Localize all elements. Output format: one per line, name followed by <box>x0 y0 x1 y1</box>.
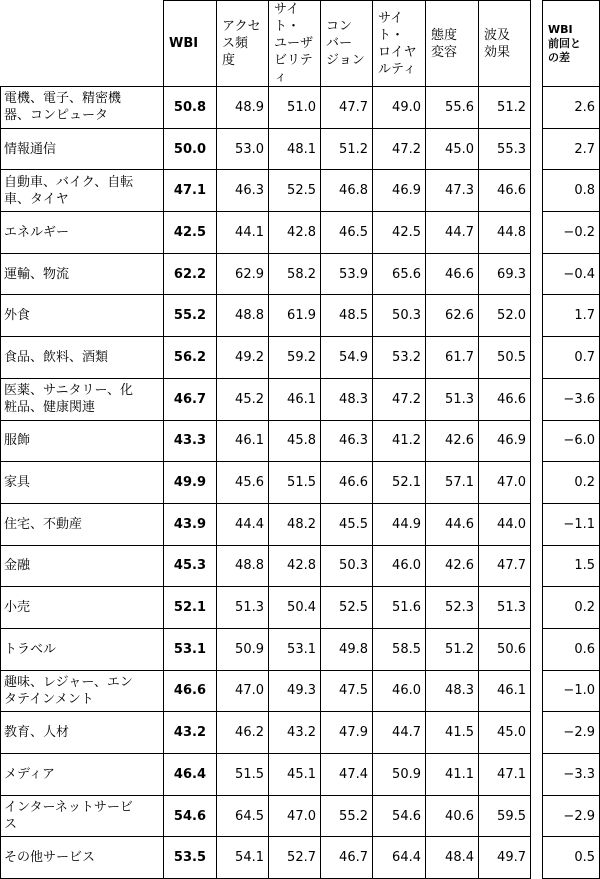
industry-cell <box>1 253 164 295</box>
conversion-value: 50.3 <box>321 545 373 587</box>
industry-label-line: 住宅、不動産 <box>4 516 83 532</box>
header-ripple-line: 効果 <box>484 44 511 60</box>
usability-value: 46.1 <box>269 378 321 420</box>
attitude-value: 52.3 <box>426 587 479 629</box>
header-conversion-line: ジョン <box>326 53 365 68</box>
conversion-value: 46.5 <box>321 212 373 254</box>
table-row <box>1 837 600 879</box>
wbi-value: 52.1 <box>164 587 217 629</box>
conversion-value: 46.6 <box>321 462 373 504</box>
table-row <box>1 795 600 837</box>
ripple-value: 59.5 <box>479 795 531 837</box>
access-value: 64.5 <box>217 795 269 837</box>
loyalty-value: 46.9 <box>373 170 426 212</box>
table-row <box>1 420 600 462</box>
ripple-value: 47.7 <box>479 545 531 587</box>
access-value: 44.4 <box>217 503 269 545</box>
diff-value: 2.6 <box>543 87 600 129</box>
table-row <box>1 378 600 420</box>
header-diff <box>543 1 600 87</box>
wbi-value: 42.5 <box>164 212 217 254</box>
attitude-value: 61.7 <box>426 337 479 379</box>
header-conversion <box>321 1 373 87</box>
header-wbi <box>164 1 217 87</box>
industry-label-line: エネルギー <box>4 224 70 240</box>
ripple-value: 47.1 <box>479 754 531 796</box>
header-loyalty-line: ロイヤ <box>378 44 417 60</box>
wbi-value: 53.5 <box>164 837 217 879</box>
header-conversion-line: バー <box>326 36 353 51</box>
column-gap <box>531 670 543 712</box>
diff-value: 2.7 <box>543 128 600 170</box>
ripple-value: 46.1 <box>479 670 531 712</box>
industry-label-line: 食品、飲料、酒類 <box>4 349 109 365</box>
loyalty-value: 41.2 <box>373 420 426 462</box>
access-value: 47.0 <box>217 670 269 712</box>
ripple-value: 49.7 <box>479 837 531 879</box>
industry-cell <box>1 295 164 337</box>
usability-value: 59.2 <box>269 337 321 379</box>
ripple-value: 44.0 <box>479 503 531 545</box>
industry-cell <box>1 212 164 254</box>
usability-value: 58.2 <box>269 253 321 295</box>
header-usability-line: ユーザ <box>274 36 314 51</box>
industry-cell <box>1 628 164 670</box>
diff-value: −0.4 <box>543 253 600 295</box>
column-gap <box>531 420 543 462</box>
access-value: 51.3 <box>217 587 269 629</box>
wbi-value: 50.8 <box>164 87 217 129</box>
industry-cell <box>1 420 164 462</box>
industry-cell <box>1 170 164 212</box>
column-gap <box>531 128 543 170</box>
industry-label-line: 外食 <box>4 308 31 324</box>
column-gap <box>531 837 543 879</box>
conversion-value: 49.8 <box>321 628 373 670</box>
attitude-value: 62.6 <box>426 295 479 337</box>
attitude-value: 42.6 <box>426 420 479 462</box>
table-row <box>1 545 600 587</box>
industry-cell <box>1 712 164 754</box>
column-gap <box>531 295 543 337</box>
header-wbi-text: WBI <box>169 36 199 51</box>
usability-value: 43.2 <box>269 712 321 754</box>
loyalty-value: 54.6 <box>373 795 426 837</box>
loyalty-value: 50.9 <box>373 754 426 796</box>
conversion-value: 47.5 <box>321 670 373 712</box>
diff-value: −1.0 <box>543 670 600 712</box>
industry-cell <box>1 837 164 879</box>
header-diff-line: の差 <box>548 50 570 64</box>
table-row <box>1 253 600 295</box>
column-gap <box>531 503 543 545</box>
wbi-value: 45.3 <box>164 545 217 587</box>
wbi-value: 49.9 <box>164 462 217 504</box>
access-value: 48.9 <box>217 87 269 129</box>
ripple-value: 50.5 <box>479 337 531 379</box>
access-value: 48.8 <box>217 295 269 337</box>
table-row <box>1 87 600 129</box>
wbi-value: 53.1 <box>164 628 217 670</box>
industry-cell <box>1 128 164 170</box>
loyalty-value: 58.5 <box>373 628 426 670</box>
access-value: 48.8 <box>217 545 269 587</box>
industry-label-line: 服飾 <box>4 433 31 449</box>
conversion-value: 55.2 <box>321 795 373 837</box>
conversion-value: 47.7 <box>321 87 373 129</box>
attitude-value: 42.6 <box>426 545 479 587</box>
wbi-value: 46.7 <box>164 378 217 420</box>
wbi-value: 43.9 <box>164 503 217 545</box>
usability-value: 42.8 <box>269 545 321 587</box>
table-row <box>1 628 600 670</box>
corner-cell <box>1 1 164 87</box>
header-access-line: アクセ <box>222 19 261 34</box>
usability-value: 49.3 <box>269 670 321 712</box>
access-value: 44.1 <box>217 212 269 254</box>
conversion-value: 46.3 <box>321 420 373 462</box>
loyalty-value: 44.9 <box>373 503 426 545</box>
usability-value: 48.1 <box>269 128 321 170</box>
table-row <box>1 128 600 170</box>
table-row <box>1 503 600 545</box>
header-conversion-line: コン <box>326 19 353 34</box>
industry-cell <box>1 503 164 545</box>
ripple-value: 51.3 <box>479 587 531 629</box>
table-row <box>1 337 600 379</box>
header-ripple <box>479 1 531 87</box>
loyalty-value: 44.7 <box>373 712 426 754</box>
usability-value: 51.0 <box>269 87 321 129</box>
conversion-value: 53.9 <box>321 253 373 295</box>
header-loyalty <box>373 1 426 87</box>
header-usability-line: サイト・ <box>274 2 301 34</box>
industry-label-line: 金融 <box>4 558 31 574</box>
wbi-value: 56.2 <box>164 337 217 379</box>
attitude-value: 41.5 <box>426 712 479 754</box>
usability-value: 47.0 <box>269 795 321 837</box>
ripple-value: 47.0 <box>479 462 531 504</box>
wbi-value: 50.0 <box>164 128 217 170</box>
attitude-value: 48.3 <box>426 670 479 712</box>
table-row <box>1 670 600 712</box>
industry-cell <box>1 670 164 712</box>
attitude-value: 40.6 <box>426 795 479 837</box>
header-ripple-line: 波及 <box>484 27 511 43</box>
industry-label-line: トラベル <box>4 641 57 657</box>
industry-label-line: 器、コンピュータ <box>4 108 109 124</box>
wbi-value: 46.4 <box>164 754 217 796</box>
industry-label-line: 教育、人材 <box>4 725 70 741</box>
attitude-value: 41.1 <box>426 754 479 796</box>
conversion-value: 54.9 <box>321 337 373 379</box>
column-gap <box>531 628 543 670</box>
conversion-value: 52.5 <box>321 587 373 629</box>
column-gap <box>531 462 543 504</box>
column-gap <box>531 337 543 379</box>
ripple-value: 44.8 <box>479 212 531 254</box>
table-row <box>1 170 600 212</box>
wbi-value: 55.2 <box>164 295 217 337</box>
column-gap <box>531 545 543 587</box>
loyalty-value: 52.1 <box>373 462 426 504</box>
diff-value: −3.6 <box>543 378 600 420</box>
table-row <box>1 462 600 504</box>
wbi-value: 43.3 <box>164 420 217 462</box>
wbi-value: 47.1 <box>164 170 217 212</box>
ripple-value: 52.0 <box>479 295 531 337</box>
loyalty-value: 65.6 <box>373 253 426 295</box>
diff-value: −2.9 <box>543 795 600 837</box>
usability-value: 52.7 <box>269 837 321 879</box>
attitude-value: 45.0 <box>426 128 479 170</box>
attitude-value: 48.4 <box>426 837 479 879</box>
column-gap <box>531 587 543 629</box>
table-row <box>1 712 600 754</box>
access-value: 53.0 <box>217 128 269 170</box>
diff-value: −3.3 <box>543 754 600 796</box>
conversion-value: 47.4 <box>321 754 373 796</box>
usability-value: 45.8 <box>269 420 321 462</box>
conversion-value: 46.8 <box>321 170 373 212</box>
ripple-value: 51.2 <box>479 87 531 129</box>
attitude-value: 44.6 <box>426 503 479 545</box>
usability-value: 45.1 <box>269 754 321 796</box>
column-gap <box>531 212 543 254</box>
conversion-value: 46.7 <box>321 837 373 879</box>
industry-label-line: 趣味、レジャー、エン <box>4 674 133 690</box>
diff-value: 0.2 <box>543 462 600 504</box>
industry-cell <box>1 587 164 629</box>
diff-value: 1.5 <box>543 545 600 587</box>
diff-value: −0.2 <box>543 212 600 254</box>
column-gap <box>531 795 543 837</box>
access-value: 51.5 <box>217 754 269 796</box>
diff-value: −6.0 <box>543 420 600 462</box>
header-attitude-line: 変容 <box>431 44 458 60</box>
usability-value: 48.2 <box>269 503 321 545</box>
usability-value: 42.8 <box>269 212 321 254</box>
industry-cell <box>1 378 164 420</box>
conversion-value: 47.9 <box>321 712 373 754</box>
wbi-value: 62.2 <box>164 253 217 295</box>
industry-cell <box>1 545 164 587</box>
column-gap <box>531 87 543 129</box>
loyalty-value: 46.0 <box>373 670 426 712</box>
diff-value: 0.5 <box>543 837 600 879</box>
header-access-line: ス頻 <box>222 36 249 51</box>
loyalty-value: 64.4 <box>373 837 426 879</box>
access-value: 49.2 <box>217 337 269 379</box>
column-gap <box>531 712 543 754</box>
loyalty-value: 47.2 <box>373 378 426 420</box>
wbi-value: 54.6 <box>164 795 217 837</box>
conversion-value: 51.2 <box>321 128 373 170</box>
header-attitude <box>426 1 479 87</box>
access-value: 46.1 <box>217 420 269 462</box>
access-value: 45.6 <box>217 462 269 504</box>
attitude-value: 55.6 <box>426 87 479 129</box>
loyalty-value: 49.0 <box>373 87 426 129</box>
industry-label-line: 小売 <box>4 600 31 616</box>
table-row <box>1 295 600 337</box>
loyalty-value: 50.3 <box>373 295 426 337</box>
industry-cell <box>1 795 164 837</box>
wbi-value: 46.6 <box>164 670 217 712</box>
header-diff-line: 前回と <box>548 36 581 50</box>
attitude-value: 51.2 <box>426 628 479 670</box>
industry-cell <box>1 87 164 129</box>
access-value: 54.1 <box>217 837 269 879</box>
access-value: 50.9 <box>217 628 269 670</box>
diff-value: 0.7 <box>543 337 600 379</box>
industry-label-line: 運輸、物流 <box>4 266 70 282</box>
industry-cell <box>1 337 164 379</box>
ripple-value: 46.6 <box>479 170 531 212</box>
industry-label-line: その他サービス <box>4 850 96 866</box>
conversion-value: 48.3 <box>321 378 373 420</box>
industry-cell <box>1 754 164 796</box>
usability-value: 50.4 <box>269 587 321 629</box>
attitude-value: 46.6 <box>426 253 479 295</box>
ripple-value: 55.3 <box>479 128 531 170</box>
usability-value: 61.9 <box>269 295 321 337</box>
usability-value: 51.5 <box>269 462 321 504</box>
header-row <box>1 1 600 87</box>
header-access <box>217 1 269 87</box>
diff-value: −2.9 <box>543 712 600 754</box>
industry-label-line: 電機、電子、精密機 <box>4 91 122 107</box>
usability-value: 52.5 <box>269 170 321 212</box>
attitude-value: 57.1 <box>426 462 479 504</box>
industry-label-line: 粧品、健康関連 <box>4 400 96 416</box>
ripple-value: 69.3 <box>479 253 531 295</box>
table-row <box>1 587 600 629</box>
industry-cell <box>1 462 164 504</box>
header-attitude-line: 態度 <box>431 27 458 43</box>
loyalty-value: 53.2 <box>373 337 426 379</box>
loyalty-value: 46.0 <box>373 545 426 587</box>
ripple-value: 46.9 <box>479 420 531 462</box>
attitude-value: 47.3 <box>426 170 479 212</box>
diff-value: 0.2 <box>543 587 600 629</box>
access-value: 62.9 <box>217 253 269 295</box>
header-usability-line: ビリティ <box>274 53 313 85</box>
ripple-value: 45.0 <box>479 712 531 754</box>
header-loyalty-line: サイト・ <box>378 10 405 43</box>
diff-value: −1.1 <box>543 503 600 545</box>
ripple-value: 46.6 <box>479 378 531 420</box>
header-access-line: 度 <box>222 53 236 68</box>
column-gap <box>531 253 543 295</box>
conversion-value: 45.5 <box>321 503 373 545</box>
industry-label-line: 自動車、バイク、自転 <box>4 174 134 190</box>
table-body <box>1 87 600 879</box>
industry-label-line: 情報通信 <box>4 141 57 157</box>
industry-label-line: 車、タイヤ <box>4 191 69 207</box>
column-gap <box>531 1 543 87</box>
conversion-value: 48.5 <box>321 295 373 337</box>
wbi-value: 43.2 <box>164 712 217 754</box>
access-value: 46.2 <box>217 712 269 754</box>
header-loyalty-line: ルティ <box>378 61 416 77</box>
column-gap <box>531 754 543 796</box>
column-gap <box>531 170 543 212</box>
industry-label-line: インターネットサービ <box>4 800 133 816</box>
header-diff-line: WBI <box>548 22 573 36</box>
industry-label-line: 家具 <box>4 475 31 491</box>
header-usability <box>269 1 321 87</box>
industry-label-line: タテインメント <box>4 691 94 707</box>
industry-label-line: メディア <box>4 766 55 782</box>
industry-label-line: ス <box>4 817 18 833</box>
usability-value: 53.1 <box>269 628 321 670</box>
column-gap <box>531 378 543 420</box>
table-row <box>1 212 600 254</box>
loyalty-value: 47.2 <box>373 128 426 170</box>
diff-value: 0.6 <box>543 628 600 670</box>
diff-value: 0.8 <box>543 170 600 212</box>
access-value: 45.2 <box>217 378 269 420</box>
access-value: 46.3 <box>217 170 269 212</box>
ripple-value: 50.6 <box>479 628 531 670</box>
industry-label-line: 医薬、サニタリー、化 <box>4 383 133 399</box>
attitude-value: 51.3 <box>426 378 479 420</box>
table-row <box>1 754 600 796</box>
diff-value: 1.7 <box>543 295 600 337</box>
loyalty-value: 42.5 <box>373 212 426 254</box>
attitude-value: 44.7 <box>426 212 479 254</box>
loyalty-value: 51.6 <box>373 587 426 629</box>
